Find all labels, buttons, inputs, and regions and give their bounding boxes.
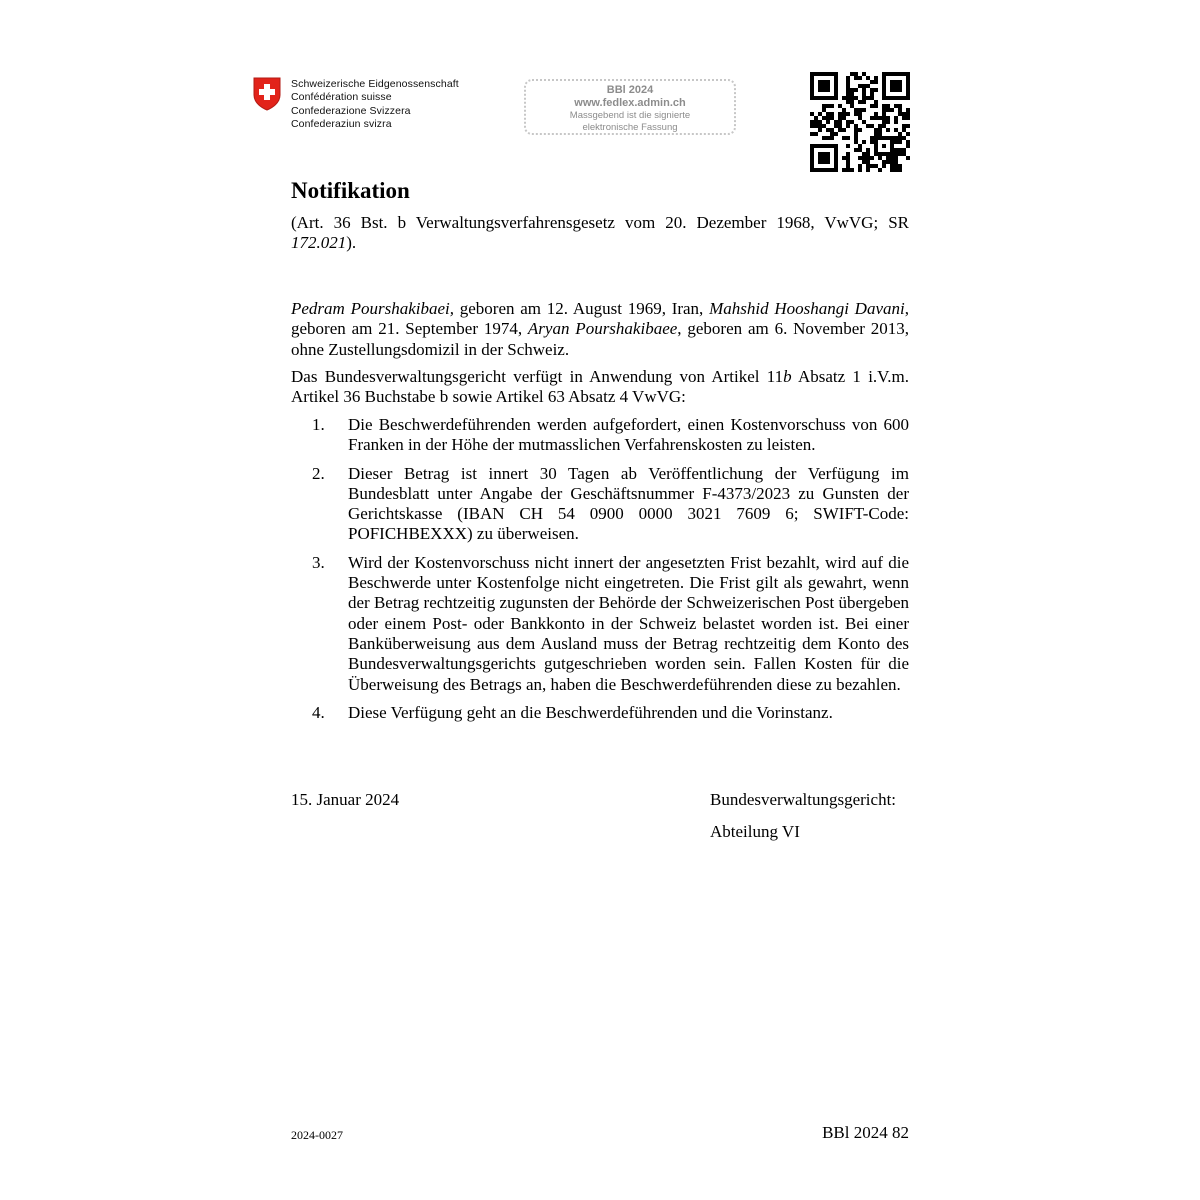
list-item-number: 4. <box>312 702 325 722</box>
list-item-text: Dieser Betrag ist innert 30 Tagen ab Veröffentlichung der Verfügung im Bundesblatt unter Angabe der Geschäftsnummer F-4373/2023 zu Gunsten der Gerichtskasse (IBAN CH 54 0900 0000 3021 7609 6; SWIFT-Code: POFICHBEXXX) zu überweisen. <box>348 463 909 544</box>
party-text-3: , geboren am 6. November 2013, ohne Zustellungsdomizil in der Schweiz. <box>291 319 909 359</box>
list-item <box>291 415 909 456</box>
swiss-cross-icon <box>252 77 282 111</box>
court-department: Abteilung VI <box>710 822 800 841</box>
qr-code-icon <box>810 72 910 172</box>
intro-article-letter: b <box>783 367 792 386</box>
reference-sr-number: 172.021 <box>291 233 347 253</box>
list-item-number: 3. <box>312 552 325 572</box>
stamp-note-2: elektronische Fassung <box>582 122 678 133</box>
legal-reference <box>291 213 909 254</box>
list-item-text: Diese Verfügung geht an die Beschwerdeführenden und die Vorinstanz. <box>348 702 833 722</box>
publication-stamp <box>524 79 736 135</box>
intro-text: Das Bundesverwaltungsgericht verfügt in Anwendung von Artikel 11 <box>291 367 784 386</box>
page-reference: BBl 2024 82 <box>822 1123 909 1142</box>
confederation-name-rm: Confederaziun svizra <box>291 117 392 130</box>
reference-text: (Art. 36 Bst. b Verwaltungsverfahrensgesetz vom 20. Dezember 1968, VwVG; SR <box>291 213 909 232</box>
list-item <box>291 553 909 695</box>
intro-text-end: Absatz 1 i.V.m. Artikel 36 Buchstabe b sowie Artikel 63 Absatz 4 VwVG: <box>291 367 909 407</box>
party-text-2: , geboren am 21. September 1974, <box>291 299 909 339</box>
page-title: Notifikation <box>291 178 410 203</box>
confederation-name-de: Schweizerische Eidgenossenschaft <box>291 78 459 90</box>
parties-paragraph <box>291 299 909 360</box>
stamp-note-1: Massgebend ist die signierte <box>569 110 691 121</box>
confederation-name-it: Confederazione Svizzera <box>291 104 411 117</box>
list-item-number: 1. <box>312 415 325 434</box>
reference-end: ). <box>346 233 357 253</box>
list-item-text: Wird der Kostenvorschuss nicht innert der angesetzten Frist bezahlt, wird auf die Beschwerde unter Kostenfolge nicht eingetreten. Die Frist gilt als gewahrt, wenn der Betrag rechtzeitig zugunsten der Behörde der Schweizerischen Post übergeben oder einem Post- oder Bankkonto in der Schweiz belastet worden ist. Bei einer Banküberweisung aus dem Ausland muss der Betrag rechtzeitig dem Konto des Bundesverwaltungsgerichts gutgeschrieben worden sein. Fallen Kosten für die Überweisung des Betrags an, haben die Beschwerdeführenden diese zu bezahlen. <box>348 552 909 694</box>
stamp-bbl: BBl 2024 <box>606 84 654 96</box>
intro-paragraph <box>291 367 909 408</box>
party-name-3: Aryan Pourshakibaee <box>527 319 678 339</box>
decision-list <box>291 415 909 731</box>
stamp-url: www.fedlex.admin.ch <box>574 97 686 109</box>
court-name: Bundesverwaltungsgericht: <box>710 790 897 809</box>
list-item-number: 2. <box>312 463 325 483</box>
decision-date: 15. Januar 2024 <box>291 790 400 809</box>
list-item <box>291 464 909 545</box>
list-item <box>291 703 909 723</box>
list-item-text: Die Beschwerdeführenden werden aufgefordert, einen Kostenvorschuss von 600 Franken in der Höhe der mutmasslichen Verfahrenskosten zu leisten. <box>348 415 909 455</box>
confederation-names <box>291 78 459 131</box>
party-name-1: Pedram Pourshakibaei, <box>291 299 454 318</box>
party-text-1: geboren am 12. August 1969, Iran, <box>453 299 710 318</box>
party-name-2: Mahshid Hooshangi Davani <box>709 299 905 318</box>
document-number: 2024-0027 <box>291 1128 343 1142</box>
confederation-name-fr: Confédération suisse <box>291 91 392 104</box>
